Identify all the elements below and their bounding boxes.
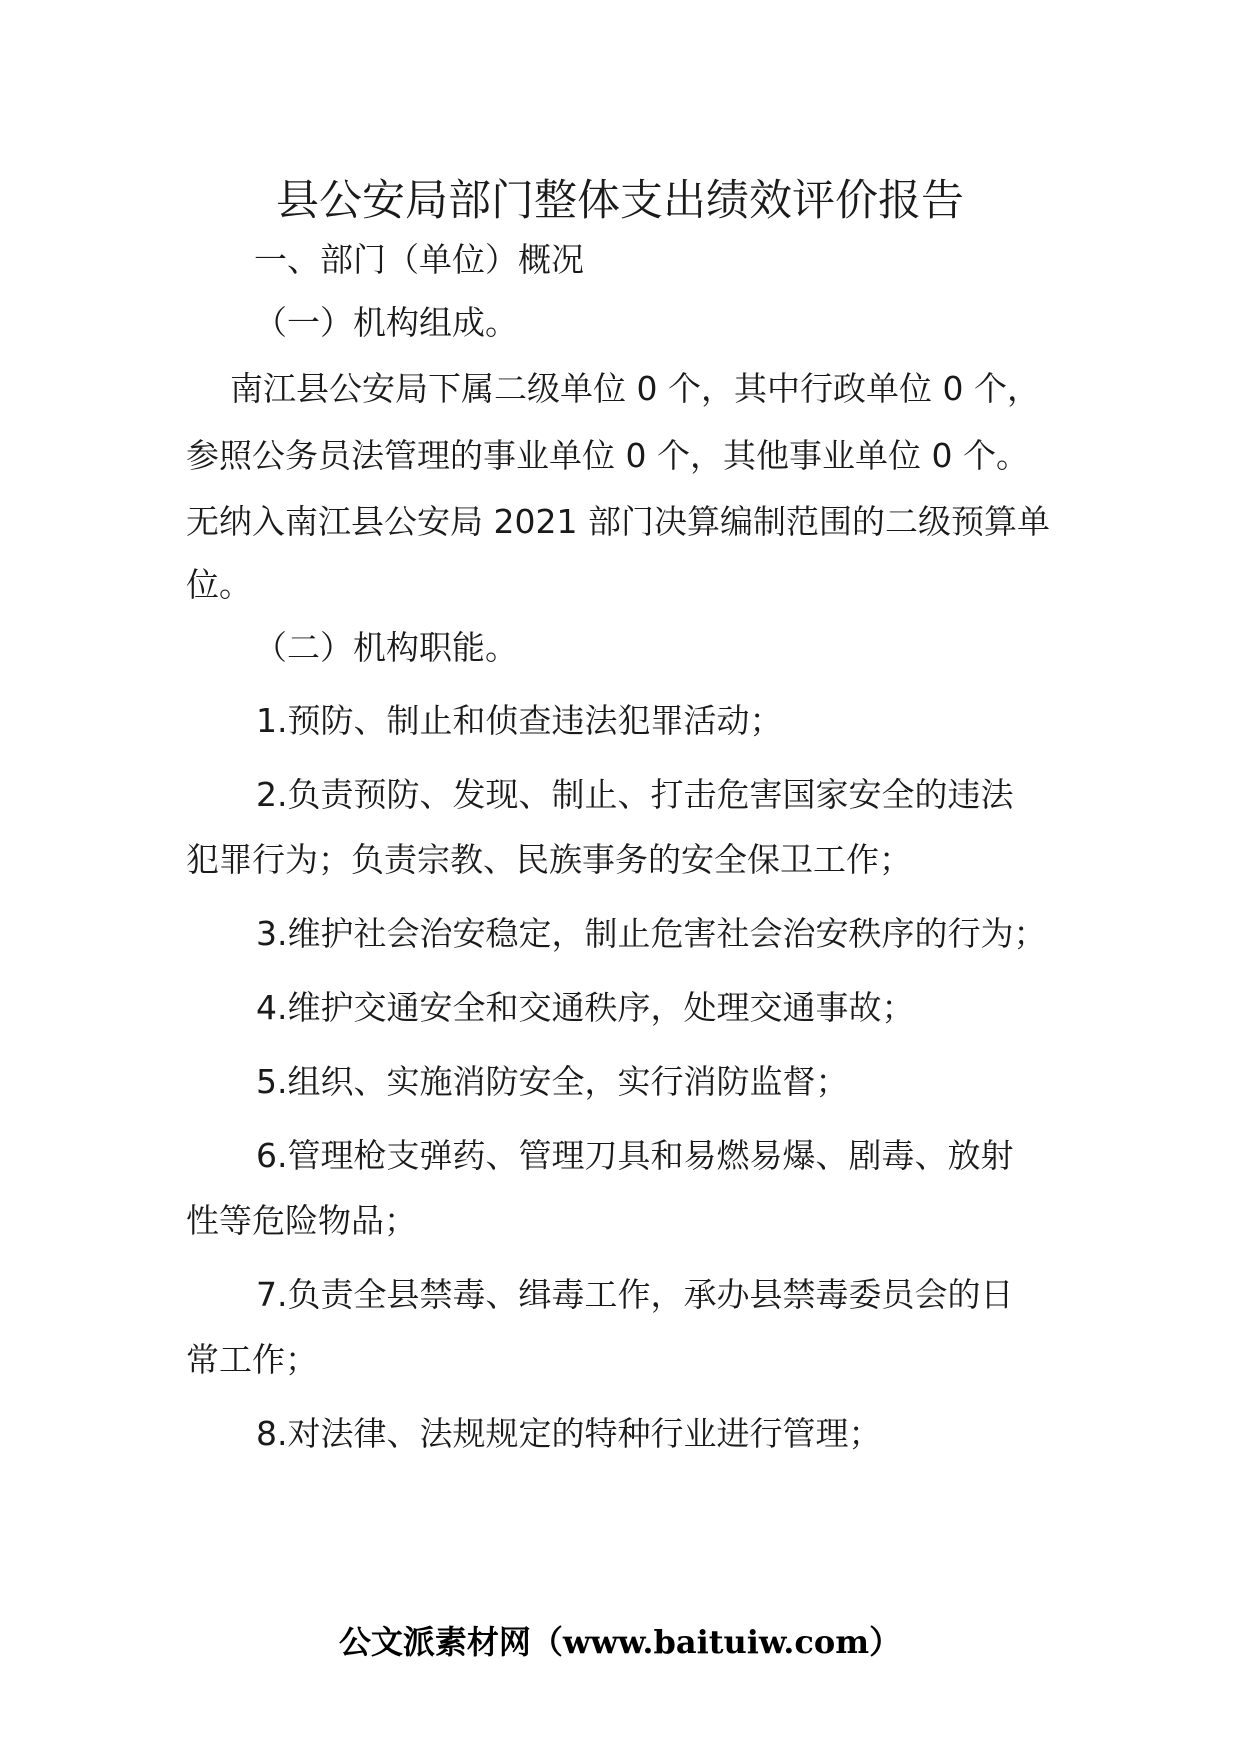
list-item: 4.维护交通安全和交通秩序，处理交通事故； (256, 988, 915, 1027)
list-item: 7.负责全县禁毒、缉毒工作，承办县禁毒委员会的日 (256, 1275, 1014, 1314)
paragraph-line: 南江县公安局下属二级单位 0 个，其中行政单位 0 个， (230, 369, 1040, 408)
list-item-continuation: 常工作； (186, 1340, 318, 1379)
list-item: 6.管理枪支弹药、管理刀具和易燃易爆、剧毒、放射 (256, 1136, 1014, 1175)
paragraph-line: 参照公务员法管理的事业单位 0 个，其他事业单位 0 个。 (186, 436, 1029, 475)
list-item: 8.对法律、法规规定的特种行业进行管理； (256, 1414, 882, 1453)
list-item-continuation: 性等危险物品； (186, 1201, 417, 1240)
list-item: 1.预防、制止和侦查违法犯罪活动； (256, 701, 783, 740)
subsection-heading-structure: （一）机构组成。 (254, 303, 518, 342)
paragraph-line: 无纳入南江县公安局 2021 部门决算编制范围的二级预算单 (186, 502, 1050, 541)
paragraph-line: 位。 (186, 565, 252, 604)
section-heading-dept-overview: 一、部门（单位）概况 (254, 240, 584, 279)
list-item: 2.负责预防、发现、制止、打击危害国家安全的违法 (256, 775, 1014, 814)
page-footer-watermark: 公文派素材网（www.baituiw.com） (338, 1623, 902, 1661)
page-title: 县公安局部门整体支出绩效评价报告 (276, 176, 964, 226)
list-item: 3.维护社会治安稳定，制止危害社会治安秩序的行为； (256, 914, 1047, 953)
list-item-continuation: 犯罪行为；负责宗教、民族事务的安全保卫工作； (186, 840, 912, 879)
subsection-heading-functions: （二）机构职能。 (254, 628, 518, 667)
list-item: 5.组织、实施消防安全，实行消防监督； (256, 1062, 849, 1101)
